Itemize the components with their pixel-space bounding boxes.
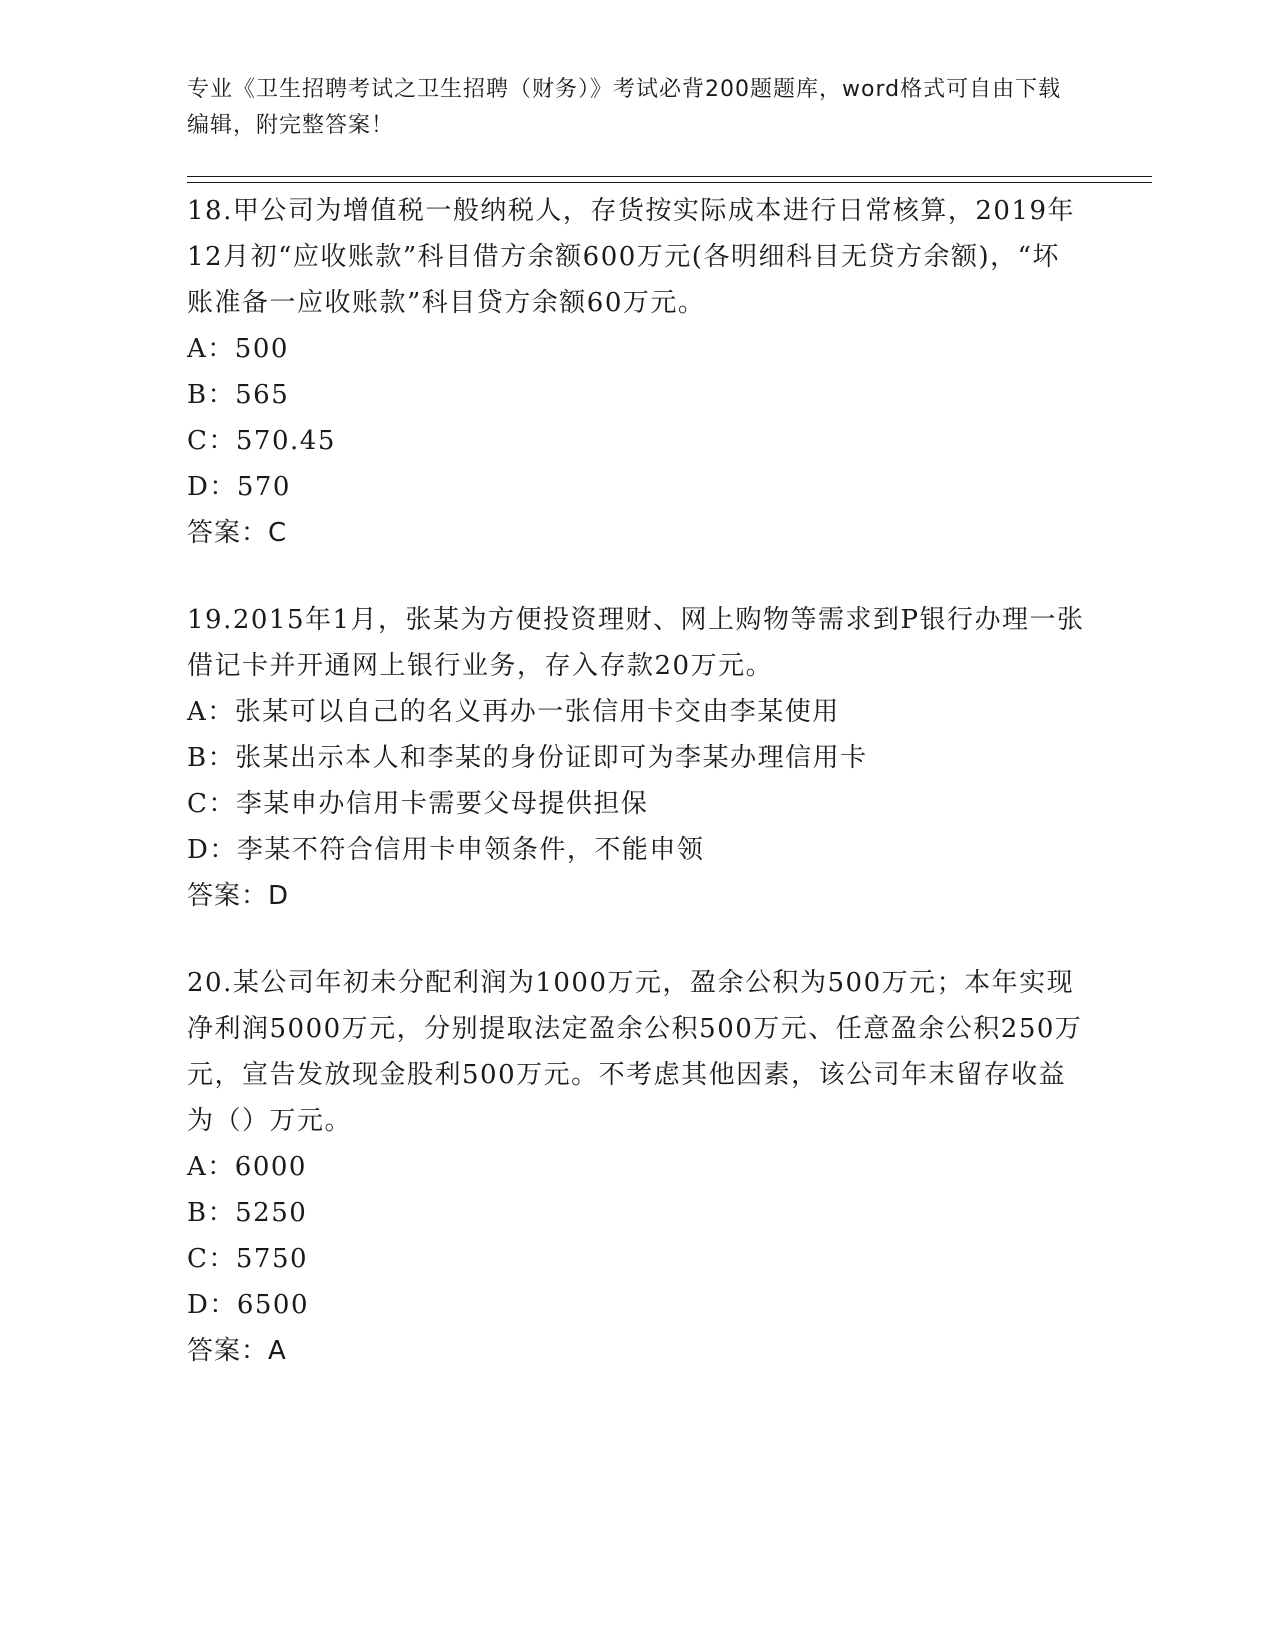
option-d: D：李某不符合信用卡申领条件，不能申领 bbox=[187, 835, 705, 865]
question-stem: 20.某公司年初未分配利润为1000万元，盈余公积为500万元；本年实现净利润5000万元，分别提取法定盈余公积500万元、任意盈余公积250万元，宣告发放现金股利500万元。不考虑其他因素，该公司年末留存收益为（）万元。 bbox=[187, 968, 1083, 1136]
header-divider-bottom bbox=[187, 182, 1152, 183]
question-20 bbox=[187, 960, 1087, 1374]
answer-line: 答案：D bbox=[187, 881, 290, 911]
answer-line: 答案：A bbox=[187, 1336, 287, 1366]
question-stem: 18.甲公司为增值税一般纳税人，存货按实际成本进行日常核算，2019年12月初“应收账款”科目借方余额600万元(各明细科目无贷方余额)，“坏账准备一应收账款”科目贷方余额60万元。 bbox=[187, 196, 1076, 318]
option-c: C：李某申办信用卡需要父母提供担保 bbox=[187, 789, 649, 819]
question-stem: 19.2015年1月，张某为方便投资理财、网上购物等需求到P银行办理一张借记卡并开通网上银行业务，存入存款20万元。 bbox=[187, 605, 1085, 681]
option-a: A：张某可以自己的名义再办一张信用卡交由李某使用 bbox=[187, 697, 840, 727]
option-a: A：500 bbox=[187, 334, 289, 364]
option-d: D：570 bbox=[187, 472, 291, 502]
question-19 bbox=[187, 597, 1087, 919]
option-b: B：张某出示本人和李某的身份证即可为李某办理信用卡 bbox=[187, 743, 868, 773]
question-18 bbox=[187, 188, 1087, 556]
option-c: C：5750 bbox=[187, 1244, 309, 1274]
option-b: B：5250 bbox=[187, 1198, 308, 1228]
option-a: A：6000 bbox=[187, 1152, 307, 1182]
header-divider-top bbox=[187, 176, 1152, 177]
option-c: C：570.45 bbox=[187, 426, 336, 456]
answer-line: 答案：C bbox=[187, 518, 288, 548]
option-d: D：6500 bbox=[187, 1290, 310, 1320]
document-header: 专业《卫生招聘考试之卫生招聘（财务）》考试必背200题题库，word格式可自由下载编辑，附完整答案！ bbox=[187, 77, 1062, 138]
option-b: B：565 bbox=[187, 380, 290, 410]
